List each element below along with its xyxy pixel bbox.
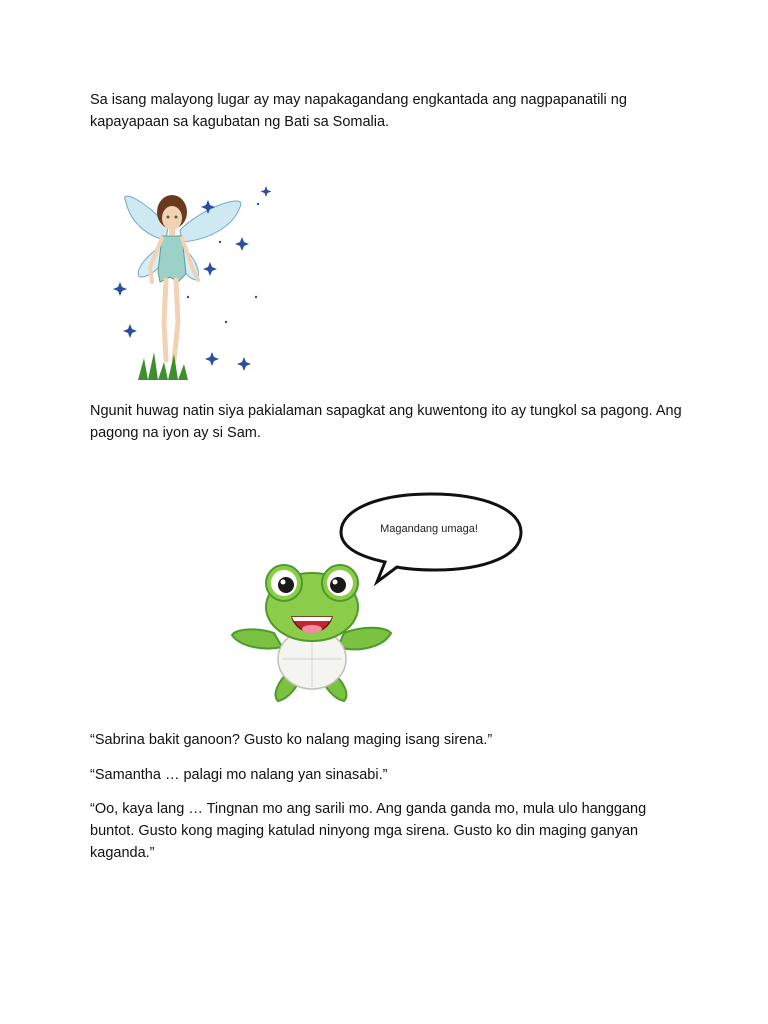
dialogue-line-2: “Samantha … palagi mo nalang yan sinasabi.” [90,767,388,783]
intro-paragraph: Sa isang malayong lugar ay may napakagandang engkantada ang nagpapanatili ng kapayapaan sa kagubatan ng Bati sa Somalia. [90,92,627,130]
dialogue-line-1: “Sabrina bakit ganoon? Gusto ko nalang maging isang sirena.” [90,732,493,748]
turtle-illustration [226,555,398,710]
turtle-intro-paragraph: Ngunit huwag natin siya pakialaman sapagkat ang kuwentong ito ay tungkol sa pagong. Ang pagong na iyon ay si Sam. [90,403,682,441]
dialogue-line-3: “Oo, kaya lang … Tingnan mo ang sarili mo. Ang ganda ganda mo, mula ulo hanggang buntot. Gusto kong maging katulad ninyong mga sirena. Gusto ko din maging ganyan kaganda.” [90,801,647,861]
fairy-illustration [108,182,280,387]
speech-bubble-text: Magandang umaga! [380,523,478,535]
